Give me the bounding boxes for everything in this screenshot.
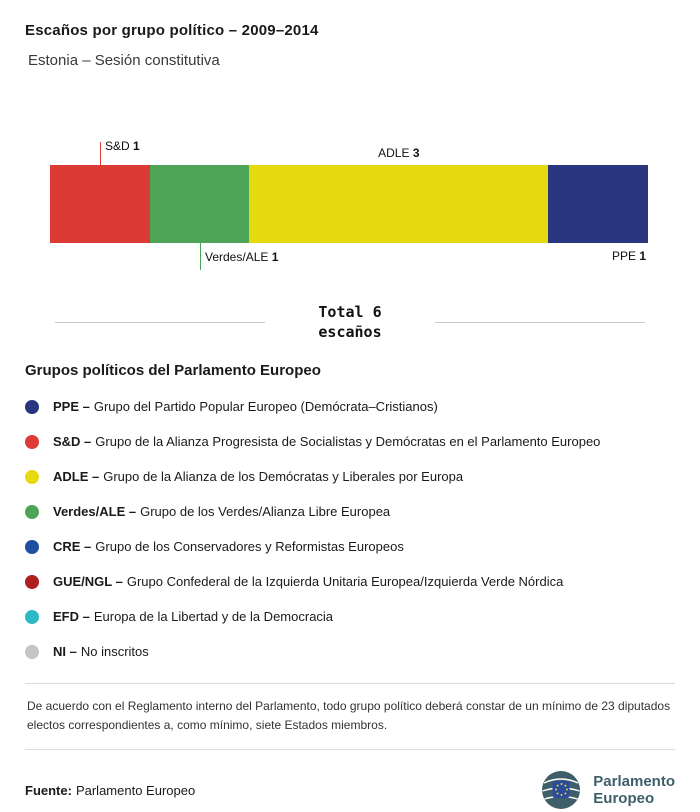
cre-color-dot (25, 540, 39, 554)
legend-text (53, 469, 463, 484)
legend-desc: No inscritos (80, 644, 149, 659)
bar-segment-sd (50, 165, 150, 243)
sd-label-value: 1 (133, 139, 140, 153)
legend-item-adle (25, 469, 675, 484)
divider-line-right (435, 322, 645, 323)
total-seats-label (265, 303, 435, 342)
ppe-label-value: 1 (639, 249, 646, 263)
legend-item-efd (25, 609, 675, 624)
verdes-segment-label (205, 250, 278, 264)
logo-text-line1: Parlamento (593, 772, 675, 790)
verdes-connector-line (200, 243, 201, 270)
stacked-bar (50, 165, 648, 243)
source-value: Parlamento Europeo (75, 782, 196, 798)
ppe-segment-label (612, 249, 646, 263)
legend-desc: Grupo de la Alianza Progresista de Socialistas y Demócratas en el Parlamento Europeo (95, 434, 601, 449)
legend-item-sd (25, 434, 675, 449)
legend-text (53, 399, 438, 414)
legend-item-ppe (25, 399, 675, 414)
legend-text (53, 539, 404, 554)
legend-item-cre (25, 539, 675, 554)
legend-desc: Grupo de los Verdes/Alianza Libre Europea (140, 504, 391, 519)
ni-color-dot (25, 645, 39, 659)
divider-line-left (55, 322, 265, 323)
legend-desc: Europa de la Libertad y de la Democracia (93, 609, 334, 624)
verdes-label-value: 1 (271, 250, 279, 264)
ppe-label-name: PPE (611, 249, 636, 263)
legend-abbr: PPE – (53, 399, 90, 414)
legend-abbr: NI – (53, 644, 77, 659)
guengl-color-dot (25, 575, 39, 589)
sd-label-name: S&D (105, 139, 130, 153)
source-line (25, 783, 195, 798)
page-subtitle: Estonia – Sesión constitutiva (28, 52, 220, 69)
total-seats-divider (55, 303, 645, 342)
legend-text (53, 434, 600, 449)
adle-segment-label (378, 146, 419, 160)
verdes-color-dot (25, 505, 39, 519)
legend-desc: Grupo del Partido Popular Europeo (Demócrata–Cristianos) (93, 399, 438, 414)
legend-abbr: CRE – (53, 539, 92, 554)
bar-segment-ppe (548, 165, 648, 243)
bar-segment-adle (249, 165, 548, 243)
legend-abbr: S&D – (53, 434, 92, 449)
legend-abbr: ADLE – (53, 469, 100, 484)
verdes-label-name: Verdes/ALE (205, 250, 269, 264)
legend-desc: Grupo Confederal de la Izquierda Unitaria Europea/Izquierda Verde Nórdica (126, 574, 564, 589)
adle-label-value: 3 (412, 146, 420, 160)
adle-label-name: ADLE (378, 146, 410, 160)
footer (25, 768, 675, 812)
legend-item-verdes (25, 504, 675, 519)
legend-desc: Grupo de la Alianza de los Demócratas y Liberales por Europa (103, 469, 464, 484)
legend-text (53, 574, 563, 589)
logo-text-line2: Europeo (593, 790, 655, 808)
legend-item-ni (25, 644, 675, 659)
legend-abbr: Verdes/ALE – (53, 504, 137, 519)
sd-connector-line (100, 142, 101, 165)
parliament-logo-text (593, 773, 675, 808)
ppe-color-dot (25, 400, 39, 414)
seats-stacked-bar-chart (50, 137, 648, 277)
sd-color-dot (25, 435, 39, 449)
legend-title: Grupos políticos del Parlamento Europeo (25, 362, 321, 379)
total-line2: escaños (318, 322, 382, 341)
parliament-logo-icon (539, 768, 583, 812)
total-line1: Total 6 (318, 303, 382, 321)
adle-color-dot (25, 470, 39, 484)
legend-desc: Grupo de los Conservadores y Reformistas Europeos (95, 539, 404, 554)
legend-abbr: EFD – (53, 609, 90, 624)
bar-segment-verdes (150, 165, 250, 243)
legend-item-guengl (25, 574, 675, 589)
legend-abbr: GUE/NGL – (53, 574, 123, 589)
source-label: Fuente: (25, 782, 72, 798)
legend-text (53, 504, 390, 519)
sd-segment-label (105, 139, 140, 153)
legend-text (53, 609, 333, 624)
page-title: Escaños por grupo político – 2009–2014 (25, 22, 319, 39)
european-parliament-logo (539, 768, 675, 812)
legend-text (53, 644, 149, 659)
regulation-note: De acuerdo con el Reglamento interno del Parlamento, todo grupo político deberá constar de un mínimo de 23 diputados electos correspondientes a, como mínimo, siete Estados miembros. (25, 683, 675, 750)
efd-color-dot (25, 610, 39, 624)
